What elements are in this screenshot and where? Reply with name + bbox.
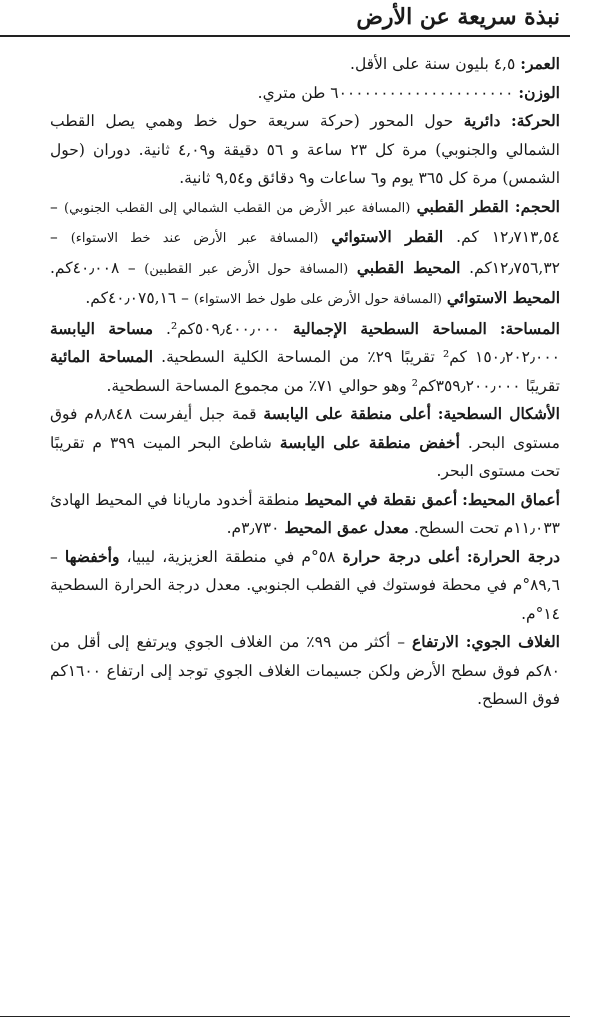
entry-label: الحركة: [510, 111, 560, 130]
entry-term: المحيط الاستوائي [446, 288, 560, 307]
entry-note: (المسافة عبر الأرض من القطب الشمالي إلى القطب الجنوبي) [64, 200, 411, 216]
entry-text: ٤,٥ بليون سنة على الأقل. [350, 55, 516, 73]
entry-text: تقريبًا ٣٥٩٫٢٠٠٫٠٠٠كم² وهو حوالي ٧١٪ من مجموع المساحة السطحية. [106, 376, 560, 395]
entry-text: قمة جبل أيفرست ٨٫٨٤٨م فوق مستوى البحر. [50, 405, 560, 452]
entry-term: وأخفضها [64, 546, 120, 566]
entry-label: أعماق المحيط: [462, 489, 560, 509]
entry-text: – ٤٠٫٠٧٥,١٦كم. [85, 289, 189, 307]
entry-text: – أكثر من ٩٩٪ من الغلاف الجوي ويرتفع إلى أقل من ٨٠كم فوق سطح الأرض ولكن جسيمات الغلاف الجوي توجد إلى ارتفاع ١٦٠٠كم فوق السطح. [50, 633, 560, 708]
entry-term: أعمق نقطة في المحيط [304, 489, 458, 509]
entry-term: مساحة اليابسة [50, 318, 154, 338]
entry-temperature [50, 543, 560, 629]
entry-term: المحيط القطبي [356, 257, 461, 277]
entry-note: (المسافة حول الأرض عبر القطبين) [144, 261, 349, 277]
fact-list [50, 50, 560, 714]
entry-label: الوزن: [518, 82, 560, 102]
entry-label: درجة الحرارة: [466, 546, 560, 566]
top-rule [0, 35, 570, 37]
entry-text: ٥٨°م في منطقة العزيزية، ليبيا، [126, 547, 336, 566]
entry-motion [50, 107, 560, 193]
entry-label: العمر: [520, 54, 560, 73]
entry-landforms [50, 400, 560, 486]
entry-weight [50, 79, 560, 108]
entry-text: حول المحور (حركة سريعة حول خط وهمي يصل القطب الشمالي والجنوبي) مرة كل ٢٣ ساعة و ٥٦ دقيقة و٤,٠٩ ثانية. دوران (حول الشمس) مرة كل ٣٦٥ يوم و٦ ساعات و٩ دقائق و٩,٥٤ ثانية. [50, 112, 560, 187]
entry-term: أخفض منطقة على اليابسة [279, 432, 460, 452]
entry-text: –٨٩,٦°م في محطة فوستوك في القطب الجنوبي. معدل درجة الحرارة السطحية ١٤°م. [50, 547, 560, 623]
entry-term: الارتفاع [412, 632, 459, 651]
entry-text: شاطئ البحر الميت ٣٩٩ م تقريبًا تحت مستوى البحر. [50, 433, 560, 480]
entry-label: الأشكال السطحية: [437, 404, 560, 423]
bottom-rule [0, 1016, 570, 1017]
entry-term: دائرية [463, 111, 501, 130]
entry-term: معدل عمق المحيط [284, 518, 409, 537]
entry-text: ١٥٠٫٢٠٢٫٠٠٠ كم² تقريبًا ٢٩٪ من المساحة الكلية السطحية. [161, 348, 561, 366]
entry-term: المساحة المائية [50, 347, 154, 366]
entry-text: – ١٢٫٧١٣,٥٤ كم. [50, 197, 560, 246]
entry-text: ٦٠٠٠٠٠٠٠٠٠٠٠٠٠٠٠٠٠٠٠٠٠ طن متري. [257, 83, 514, 102]
entry-term: القطر الاستوائي [331, 227, 444, 246]
entry-age [50, 50, 560, 79]
entry-note: (المسافة حول الأرض على طول خط الاستواء) [193, 292, 442, 307]
entry-term: المساحة السطحية الإجمالية [292, 318, 487, 338]
entry-text: – ٤٠٫٠٠٨كم. [50, 258, 136, 277]
entry-text: – ١٢٫٧٥٦,٣٢كم. [50, 228, 560, 277]
entry-size [50, 193, 560, 315]
entry-note: (المسافة عبر الأرض عند خط الاستواء) [70, 231, 319, 246]
entry-term: أعلى درجة حرارة [342, 546, 460, 566]
entry-label: المساحة: [499, 318, 560, 338]
entry-area [50, 315, 560, 401]
entry-term: القطر القطبي [416, 196, 509, 216]
entry-atmosphere [50, 628, 560, 714]
page-title: نبذة سريعة عن الأرض [356, 4, 560, 30]
entry-text: ٣٫٧٣٠م. [226, 519, 280, 537]
entry-text: ٥٠٩٫٤٠٠٫٠٠٠كم². [166, 319, 280, 338]
entry-term: أعلى منطقة على اليابسة [263, 404, 431, 423]
entry-ocean-depths [50, 486, 560, 543]
entry-text: منطقة أخدود ماريانا في المحيط الهادئ ١١٫٠٣٣م تحت السطح. [50, 490, 560, 537]
entry-label: الحجم: [514, 196, 560, 216]
entry-label: الغلاف الجوي: [465, 632, 560, 651]
